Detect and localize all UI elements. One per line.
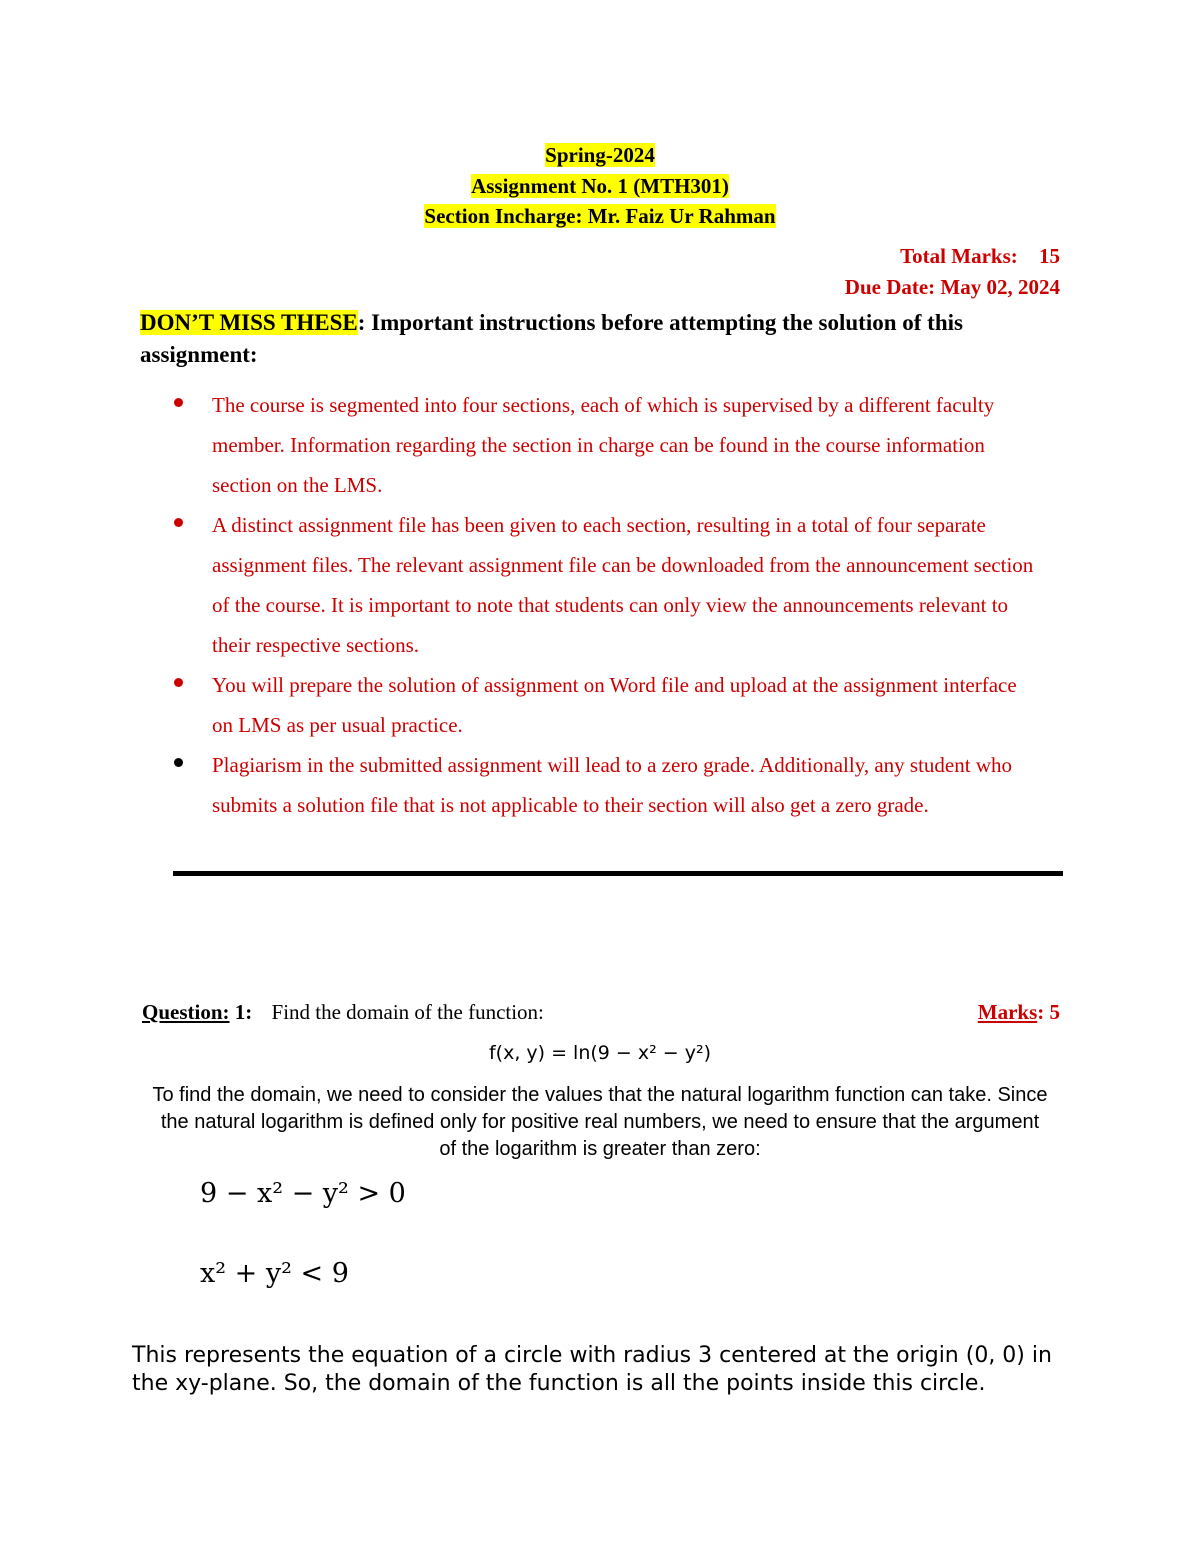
list-item [170, 385, 1040, 505]
total-marks [900, 244, 1060, 269]
list-item-text: You will prepare the solution of assignment on Word file and upload at the assignment interface on LMS as per usual practice. [212, 673, 1017, 737]
list-item [170, 505, 1040, 665]
explanation-text: To find the domain, we need to consider the values that the natural logarithm function can take. Since the natural logarithm is defined only for positive real numbers, we need to ensure that the argument of the logarithm is greater than zero: [152, 1084, 1048, 1160]
list-item [170, 665, 1040, 745]
inequality-1: 9 − x² − y² > 0 [200, 1178, 406, 1209]
question-marks [978, 1000, 1060, 1025]
list-item-text: A distinct assignment file has been given to each section, resulting in a total of four separate assignment files. The relevant assignment file can be downloaded from the announcement section of the course. It is important to note that students can only view the announcements relevant to their respective sections. [212, 513, 1034, 657]
bullet-icon [174, 398, 183, 407]
question-line [142, 1000, 1060, 1025]
list-item-text: Plagiarism in the submitted assignment will lead to a zero grade. Additionally, any student who submits a solution file that is not applicable to their section will also get a zero grade. [212, 753, 1012, 817]
question-label: Question: 1: [142, 1000, 253, 1024]
horizontal-divider [173, 871, 1063, 876]
instructions-list [170, 385, 1040, 825]
instructions-heading-rest: : Important instructions before attempting the solution of this assignment: [140, 310, 963, 367]
function-formula: f(x, y) = ln(9 − x² − y²) [488, 1042, 712, 1064]
dont-miss-highlight: DON’T MISS THESE [140, 310, 358, 335]
marks-label: Marks [977, 1000, 1038, 1024]
total-marks-label: Total Marks: [900, 244, 1018, 268]
section-incharge-text: Section Incharge: Mr. Faiz Ur Rahman [424, 204, 776, 228]
bullet-icon [174, 678, 183, 687]
list-item [170, 745, 1040, 825]
question-text: Find the domain of the function: [271, 1000, 544, 1024]
bullet-icon [174, 758, 183, 767]
conclusion-text: This represents the equation of a circle with radius 3 centered at the origin (0, 0) in the xy-plane. So, the domain of the function is all the points inside this circle. [132, 1343, 1052, 1396]
section-incharge [0, 204, 1200, 229]
instructions-heading [140, 307, 1060, 371]
term-title [0, 143, 1200, 168]
inequality-2: x² + y² < 9 [200, 1258, 349, 1289]
total-marks-value: 15 [1039, 244, 1060, 268]
term-text: Spring-2024 [545, 143, 655, 167]
assignment-text: Assignment No. 1 (MTH301) [471, 174, 729, 198]
bullet-icon [174, 518, 183, 527]
due-date: Due Date: May 02, 2024 [844, 275, 1060, 299]
list-item-text: The course is segmented into four sections, each of which is supervised by a different faculty member. Information regarding the section in charge can be found in the course information section on the LMS. [212, 393, 995, 497]
assignment-title [0, 174, 1200, 199]
marks-value: : 5 [1037, 1000, 1060, 1024]
